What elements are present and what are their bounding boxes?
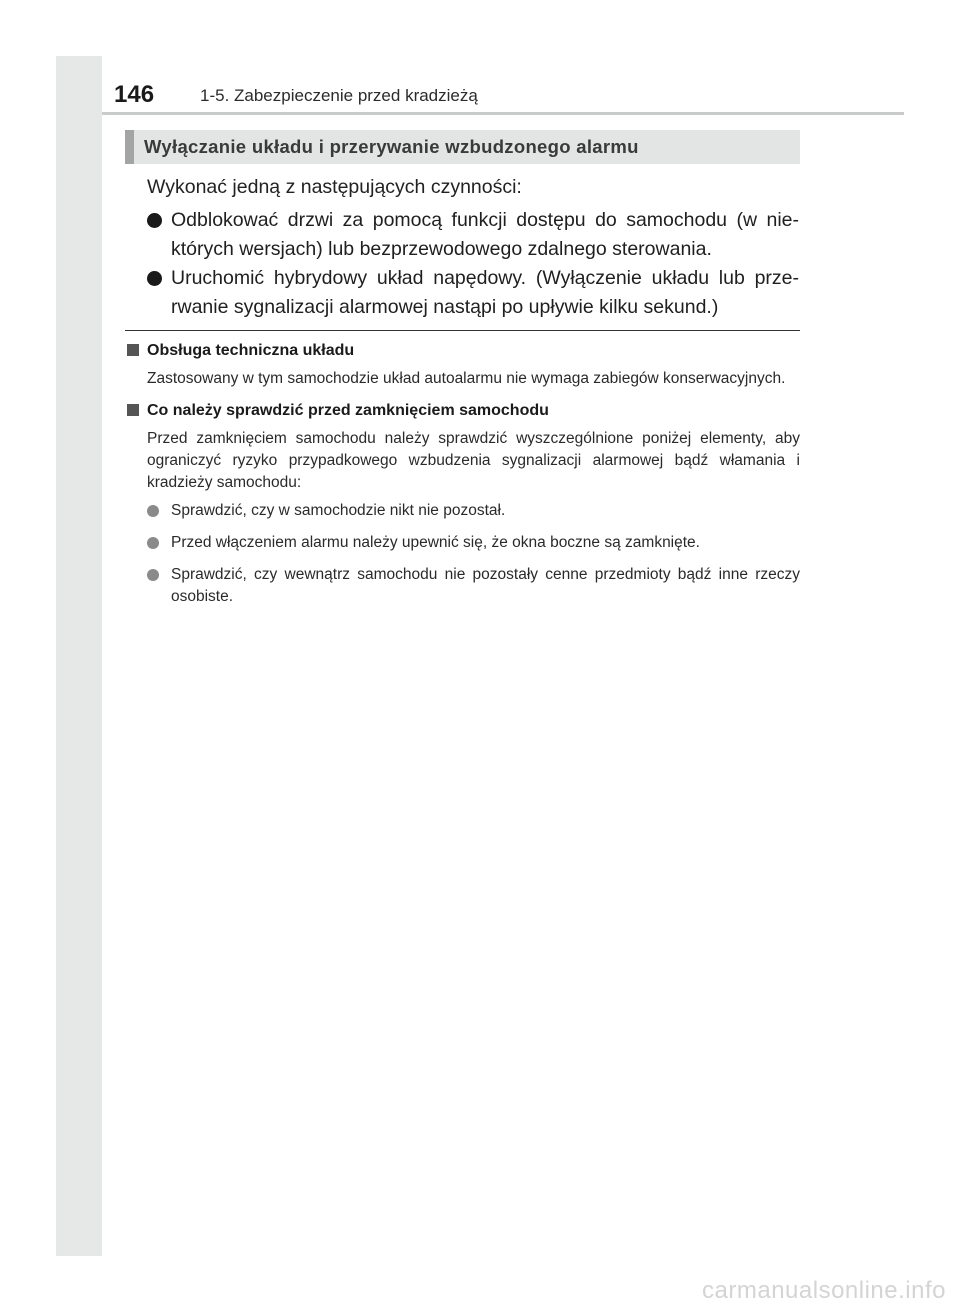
- bullet-icon: [147, 537, 159, 549]
- list-item: [147, 532, 800, 554]
- note-heading-text: Obsługa techniczna układu: [147, 342, 355, 359]
- list-item-text: Uruchomić hybrydowy układ napędowy. (Wyłączenie układu lub prze-rwanie sygnalizacji alarmowej nastąpi po upływie kilku sekund.): [171, 267, 799, 318]
- bullet-icon: [147, 569, 159, 581]
- list-item-text: Sprawdzić, czy w samochodzie nikt nie pozostał.: [171, 502, 506, 519]
- bullet-icon: [147, 505, 159, 517]
- note-heading-text: Co należy sprawdzić przed zamknięciem samochodu: [147, 402, 549, 419]
- section-heading-bar: [125, 130, 800, 164]
- section-title: Wyłączanie układu i przerywanie wzbudzonego alarmu: [144, 136, 639, 157]
- list-item-text: Odblokować drzwi za pomocą funkcji dostępu do samochodu (w nie-których wersjach) lub bezprzewodowego zdalnego sterowania.: [171, 209, 799, 260]
- square-bullet-icon: [127, 344, 139, 356]
- list-item: [147, 564, 800, 608]
- section-intro: Wykonać jedną z następujących czynności:: [147, 176, 522, 198]
- check-list: [125, 500, 800, 608]
- list-item: [147, 264, 799, 322]
- note-maintenance: [125, 340, 800, 390]
- action-list: [147, 206, 799, 322]
- bullet-icon: [147, 213, 162, 228]
- chapter-title: 1-5. Zabezpieczenie przed kradzieżą: [200, 86, 478, 105]
- page-header: [102, 56, 904, 115]
- bullet-icon: [147, 271, 162, 286]
- section-divider: [125, 330, 800, 331]
- note-heading: [125, 340, 800, 362]
- note-body: Zastosowany w tym samochodzie układ autoalarmu nie wymaga zabiegów konserwacyjnych.: [147, 370, 786, 387]
- watermark: carmanualsonline.info: [702, 1277, 946, 1304]
- list-item: [147, 206, 799, 264]
- list-item-text: Przed włączeniem alarmu należy upewnić się, że okna boczne są zamknięte.: [171, 534, 700, 551]
- notes-section: [125, 340, 800, 618]
- page-side-band: [56, 56, 102, 1256]
- square-bullet-icon: [127, 404, 139, 416]
- page-number: 146: [114, 81, 155, 108]
- list-item: [147, 500, 800, 522]
- list-item-text: Sprawdzić, czy wewnątrz samochodu nie pozostały cenne przedmioty bądź inne rzeczy osobiste.: [171, 566, 800, 605]
- note-body: Przed zamknięciem samochodu należy sprawdzić wyszczególnione poniżej elementy, aby ograniczyć ryzyko przypadkowego wzbudzenia sygnalizacji alarmowej bądź włamania i kradzieży samochodu:: [147, 430, 800, 491]
- note-heading: [125, 400, 800, 422]
- note-checks: [125, 400, 800, 608]
